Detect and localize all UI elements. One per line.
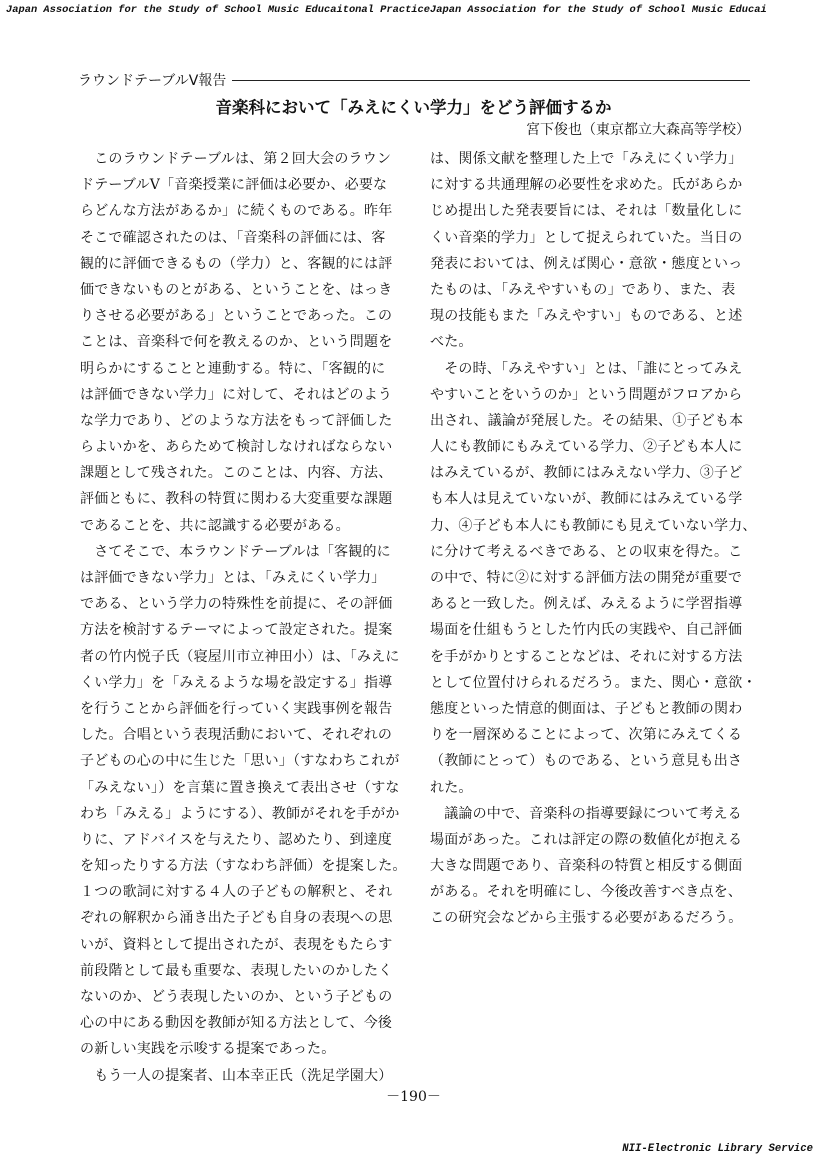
section-heading (78, 70, 750, 90)
text-line: ことは、音楽科で何を教えるのか、という問題を (80, 334, 393, 351)
section-divider-rule (232, 80, 750, 81)
text-line: である、という学力の特殊性を前提に、その評価 (80, 596, 393, 613)
text-line: として位置付けられるだろう。また、関心・意欲・ (430, 674, 757, 691)
text-line: この研究会などから主張する必要があるだろう。 (430, 910, 743, 927)
section-label: ラウンドテーブルⅤ報告 (78, 73, 227, 89)
text-line: いが、資料として提出されたが、表現をもたらす (80, 936, 393, 953)
text-line: 「みえない」）を言葉に置き換えて表出させ（すな (80, 779, 400, 796)
text-line: 前段階として最も重要な、表現したいのかしたく (80, 962, 393, 979)
text-line: を手がかりとすることなどは、それに対する方法 (430, 648, 743, 665)
text-line: 大きな問題であり、音楽科の特質と相反する側面 (430, 858, 743, 875)
text-line: も本人は見えていないが、教師にはみえている学 (430, 491, 743, 508)
text-line: そこで確認されたのは、「音楽科の評価には、客 (80, 229, 386, 246)
text-line: を行うことから評価を行っていく実践事例を報告 (80, 700, 393, 717)
text-line: やすいことをいうのか」という問題がフロアから (430, 386, 743, 403)
text-line: 子どもの心の中に生じた「思い」（すなわちこれが (80, 753, 400, 770)
text-line: りを一層深めることによって、次第にみえてくる (430, 727, 743, 744)
text-line: ドテーブルⅤ「音楽授業に評価は必要か、必要な (80, 177, 388, 194)
text-line: に分けて考えるべきである、との収束を得た。こ (430, 543, 743, 560)
text-line: 場面があった。これは評定の際の数値化が抱える (430, 831, 743, 848)
text-line: あると一致した。例えば、みえるように学習指導 (430, 596, 743, 613)
text-line: は、関係文献を整理した上で「みえにくい学力」 (430, 151, 743, 167)
text-line: １つの歌詞に対する４人の子どもの解釈と、それ (80, 884, 393, 901)
text-line: がある。それを明確にし、今後改善すべき点を、 (430, 884, 743, 901)
text-line: たものは、「みえやすいもの」であり、また、表 (430, 281, 736, 298)
text-line: くい音楽的学力」として捉えられていた。当日の (430, 229, 743, 246)
text-line: さてそこで、本ラウンドテーブルは「客観的に (80, 543, 391, 560)
text-line: 態度といった情意的側面は、子どもと教師の関わ (430, 700, 743, 717)
text-line: らよいかを、あらためて検討しなければならない (80, 439, 393, 456)
text-line: ないのか、どう表現したいのか、という子どもの (80, 989, 393, 1005)
text-line: 明らかにすることと連動する。特に、「客観的に (80, 360, 386, 377)
text-line: 発表においては、例えば関心・意欲・態度といっ (430, 255, 743, 272)
text-line: れた。 (430, 779, 473, 796)
text-line: その時、「みえやすい」とは、「誰にとってみえ (430, 360, 743, 377)
text-line: 議論の中で、音楽科の指導要録について考える (430, 805, 742, 822)
text-line: 出され、議論が発展した。その結果、①子ども本 (430, 412, 744, 429)
text-line: は評価できない学力」に対して、それはどのよう (80, 386, 393, 403)
text-line: の新しい実践を示唆する提案であった。 (80, 1041, 336, 1058)
journal-header-banner: Japan Association for the Study of School Music Educaitonal PracticeJapan Association for the Study of School Music Educai (6, 4, 767, 16)
text-line: 心の中にある動因を教師が知る方法として、今後 (80, 1015, 393, 1032)
text-line: 評価ともに、教科の特質に関わる大変重要な課題 (80, 491, 393, 508)
author-affiliation: 宮下俊也（東京都立大森高等学校） (526, 122, 750, 138)
text-line: じめ提出した発表要旨には、それは「数量化しに (430, 203, 743, 220)
text-line: 者の竹内悦子氏（寝屋川市立神田小）は、「みえに (80, 648, 400, 665)
text-line: の中で、特に②に対する評価方法の開発が重要で (430, 570, 743, 586)
text-line: 人にも教師にもみえている学力、②子ども本人に (430, 439, 743, 456)
text-line: 力、④子ども本人にも教師にも見えていない学力、 (430, 517, 757, 534)
article-title: 音楽科において「みえにくい学力」をどう評価するか (215, 98, 612, 117)
text-line: 課題として残された。このことは、内容、方法、 (80, 465, 393, 482)
body-column-right (430, 146, 760, 932)
text-line: はみえているが、教師にはみえない学力、③子ど (430, 465, 743, 482)
page-number: －190－ (386, 1089, 441, 1105)
text-line: 場面を仕組もうとした竹内氏の実践や、自己評価 (430, 622, 743, 639)
text-line: 方法を検討するテーマによって設定された。提案 (80, 622, 393, 639)
text-line: な学力であり、どのような方法をもって評価した (80, 412, 393, 429)
text-line: 現の技能もまた「みえやすい」ものである、と述 (430, 308, 743, 325)
text-line: りに、アドバイスを与えたり、認めたり、到達度 (80, 831, 392, 848)
footer-credit: NII-Electronic Library Service (622, 1143, 813, 1155)
text-line: であることを、共に認識する必要がある。 (80, 517, 350, 534)
text-line: べた。 (430, 334, 473, 351)
text-line: 価できないものとがある、ということを、はっき (80, 281, 393, 298)
text-line: りさせる必要がある」ということであった。この (80, 308, 393, 325)
text-line: した。合唱という表現活動において、それぞれの (80, 727, 393, 744)
text-line: （教師にとって）ものである、という意見も出さ (430, 753, 743, 770)
text-line: を知ったりする方法（すなわち評価）を提案した。 (80, 858, 407, 875)
text-line: ぞれの解釈から涌き出た子ども自身の表現への思 (80, 910, 393, 927)
text-line: くい学力」を「みえるような場を設定する」指導 (80, 674, 393, 691)
text-line: らどんな方法があるか」に続くものである。昨年 (80, 203, 393, 220)
text-line: わち「みえる」ようにする）、教師がそれを手がか (80, 805, 400, 822)
text-line: 観的に評価できるもの（学力）と、客観的には評 (80, 255, 393, 272)
body-column-left (80, 146, 412, 1089)
text-line: に対する共通理解の必要性を求めた。氏があらか (430, 177, 743, 194)
text-line: このラウンドテーブルは、第２回大会のラウン (80, 151, 392, 167)
text-line: は評価できない学力」とは、「みえにくい学力」 (80, 570, 386, 586)
text-line: もう一人の提案者、山本幸正氏（洗足学園大） (80, 1067, 393, 1084)
